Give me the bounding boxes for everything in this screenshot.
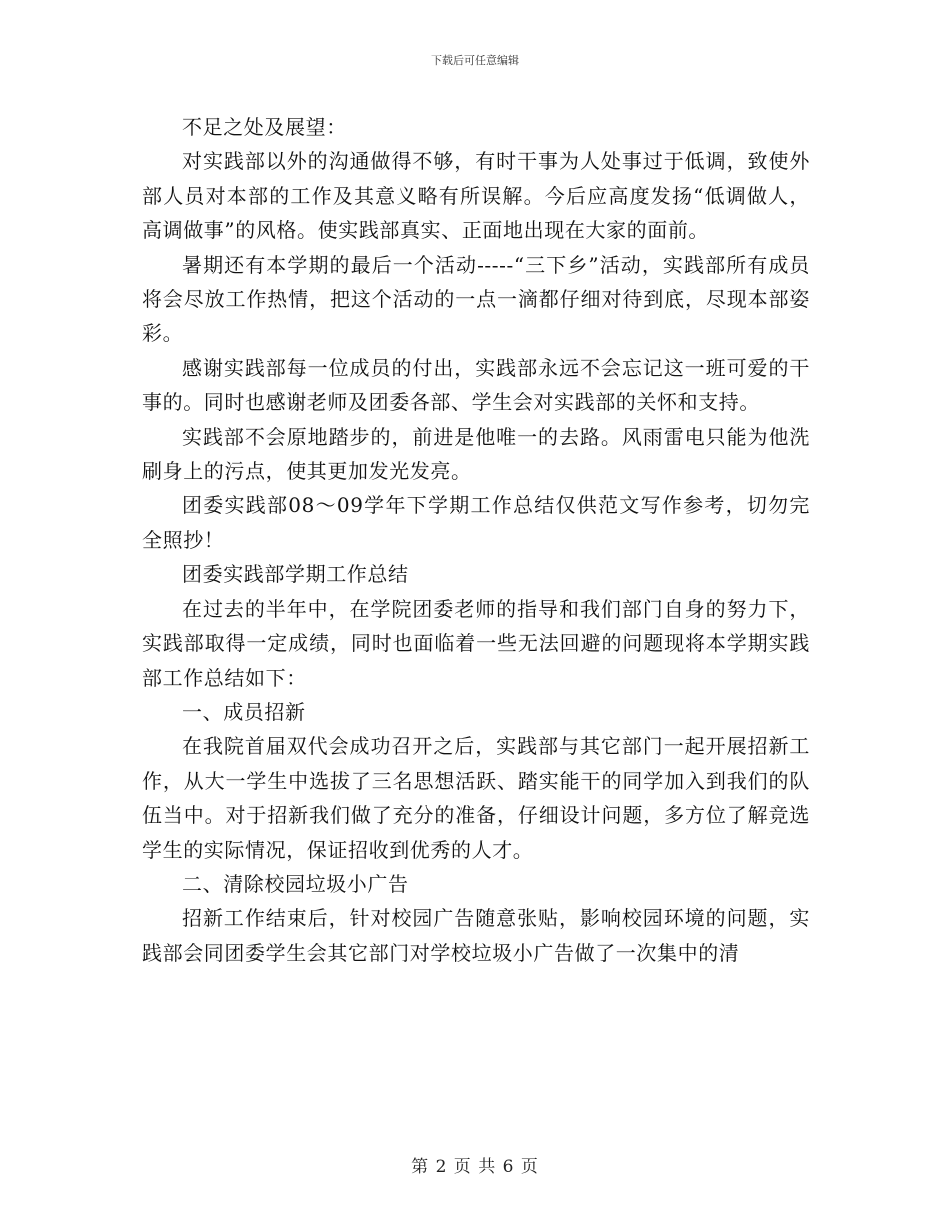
- section-heading: 二、清除校园垃圾小广告: [182, 871, 409, 896]
- paragraph: 在过去的半年中，在学院团委老师的指导和我们部门自身的努力下，实践部取得一定成绩，同时也面临着一些无法回避的问题现将本学期实践部工作总结如下：: [142, 596, 810, 690]
- document-body: [142, 110, 810, 970]
- paragraph: 不足之处及展望：: [182, 115, 347, 139]
- paragraph: 感谢实践部每一位成员的付出，实践部永远不会忘记这一班可爱的干事的。同时也感谢老师及团委各部、学生会对实践部的关怀和支持。: [142, 355, 810, 415]
- page-header: 下载后可任意编辑: [431, 54, 519, 67]
- paragraph: 团委实践部08～09学年下学期工作总结仅供范文写作参考，切勿完全照抄！: [142, 493, 810, 552]
- section-title: 团委实践部学期工作总结: [182, 562, 409, 587]
- paragraph: 招新工作结束后，针对校园广告随意张贴，影响校园环境的问题，实践部会同团委学生会其它部门对学校垃圾小广告做了一次集中的清: [142, 906, 810, 965]
- paragraph: 暑期还有本学期的最后一个活动-----“三下乡”活动，实践部所有成员将会尽放工作热情，把这个活动的一点一滴都仔细对待到底，尽现本部姿彩。: [142, 252, 810, 346]
- page-number: 第 2 页 共 6 页: [411, 1157, 539, 1177]
- section-heading: 一、成员招新: [182, 699, 306, 724]
- paragraph: 在我院首届双代会成功召开之后，实践部与其它部门一起开展招新工作，从大一学生中选拔了三名思想活跃、踏实能干的同学加入到我们的队伍当中。对于招新我们做了充分的准备，仔细设计问题，多方位了解竞选学生的实际情况，保证招收到优秀的人才。: [142, 734, 810, 862]
- paragraph: 对实践部以外的沟通做得不够，有时干事为人处事过于低调，致使外部人员对本部的工作及其意义略有所误解。今后应高度发扬“低调做人，高调做事”的风格。使实践部真实、正面地出现在大家的面前。: [142, 149, 810, 243]
- paragraph: 实践部不会原地踏步的，前进是他唯一的去路。风雨雷电只能为他洗刷身上的污点，使其更加发光发亮。: [142, 424, 810, 484]
